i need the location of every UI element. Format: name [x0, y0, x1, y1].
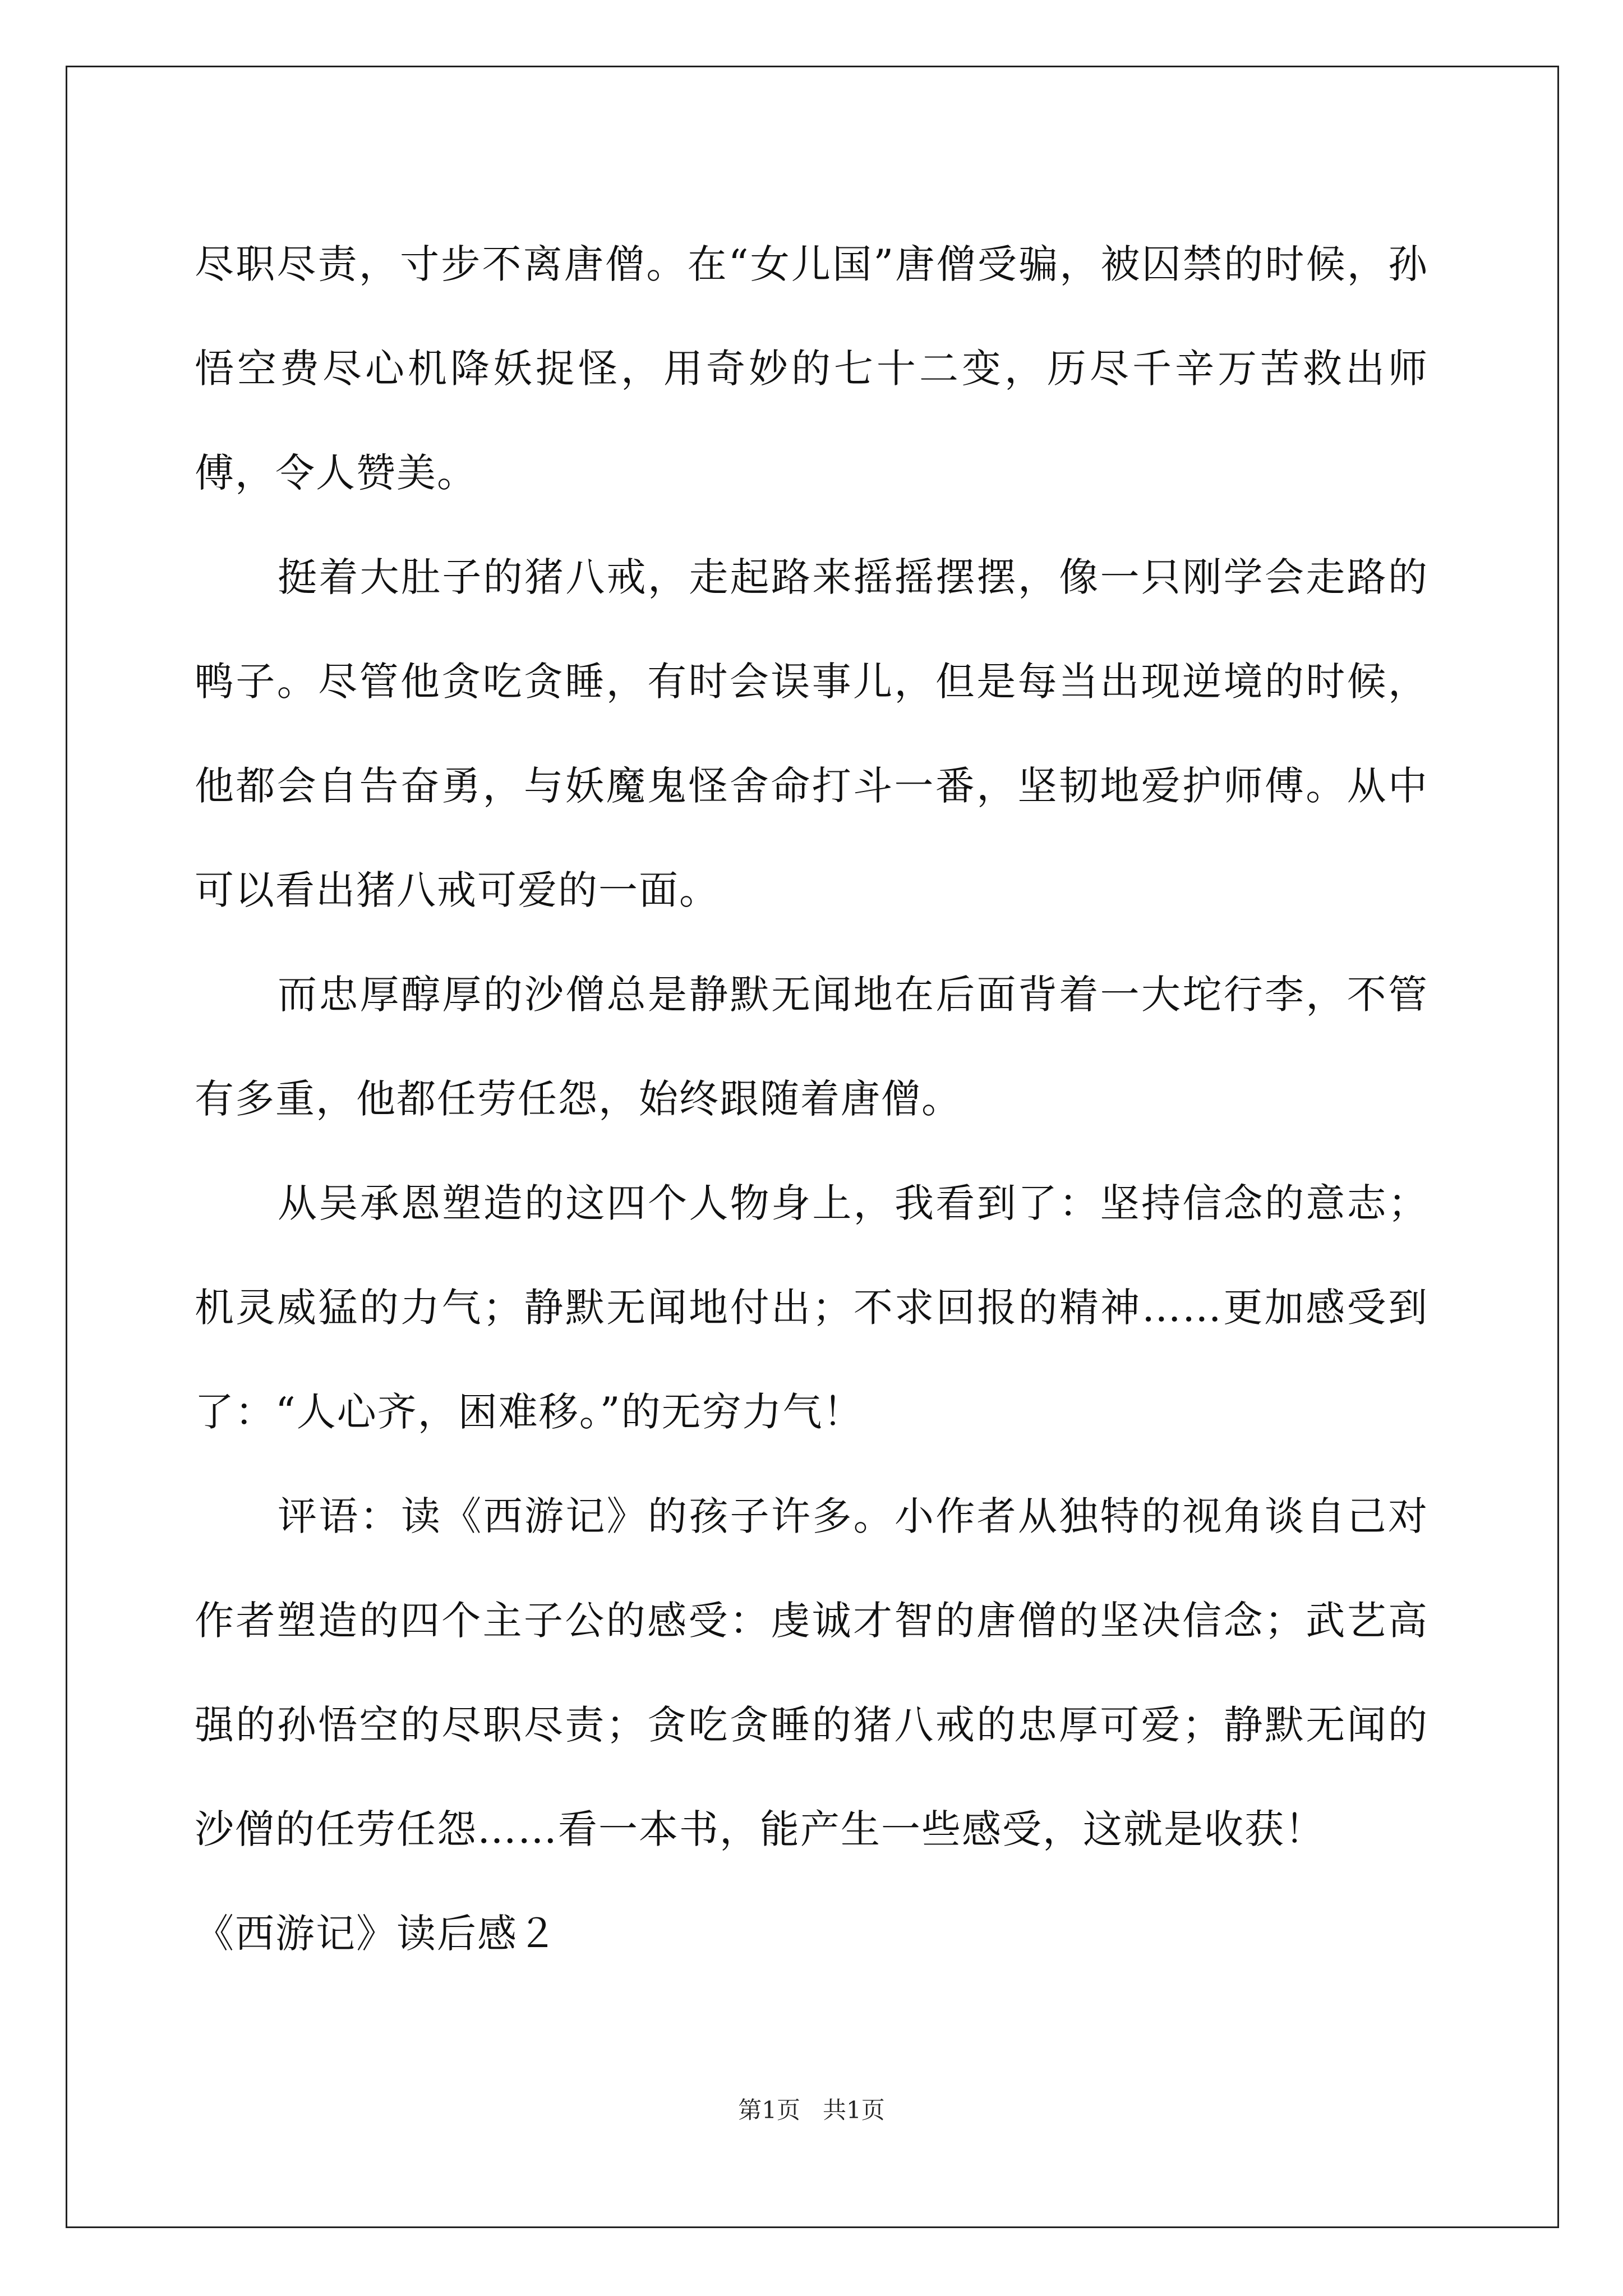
paragraph-sha-seng: 而忠厚醇厚的沙僧总是静默无闻地在后面背着一大坨行李，不管有多重，他都任劳任怨，始终跟随着唐僧。: [195, 972, 1428, 1122]
page-footer: [0, 2093, 1623, 2127]
page-number-total: 共1页: [823, 2096, 885, 2124]
paragraph-sun-wukong-end: 尽职尽责，寸步不离唐僧。在“女儿国”唐僧受骗，被囚禁的时候，孙悟空费尽心机降妖捉怪，用奇妙的七十二变，历尽千辛万苦救出师傅，令人赞美。: [195, 241, 1428, 496]
section-heading: 《西游记》读后感２: [195, 1911, 558, 1957]
paragraph-comment: 评语：读《西游记》的孩子许多。小作者从独特的视角谈自己对作者塑造的四个主子公的感受：虔诚才智的唐僧的坚决信念；武艺高强的孙悟空的尽职尽责；贪吃贪睡的猪八戒的忠厚可爱；静默无闻的沙僧的任劳任怨……看一本书，能产生一些感受，这就是收获！: [195, 1493, 1428, 1852]
paragraph-conclusion: 从吴承恩塑造的这四个人物身上，我看到了：坚持信念的意志；机灵威猛的力气；静默无闻地付出；不求回报的精神……更加感受到了：“人心齐，困难移。”的无穷力气！: [195, 1180, 1428, 1435]
document-body: [195, 212, 1428, 1986]
paragraph-zhu-bajie: 挺着大肚子的猪八戒，走起路来摇摇摆摆，像一只刚学会走路的鸭子。尽管他贪吃贪睡，有时会误事儿，但是每当出现逆境的时候，他都会自告奋勇，与妖魔鬼怪舍命打斗一番，坚韧地爱护师傅。从中可以看出猪八戒可爱的一面。: [195, 554, 1428, 913]
page-number-current: 第1页: [738, 2096, 800, 2124]
